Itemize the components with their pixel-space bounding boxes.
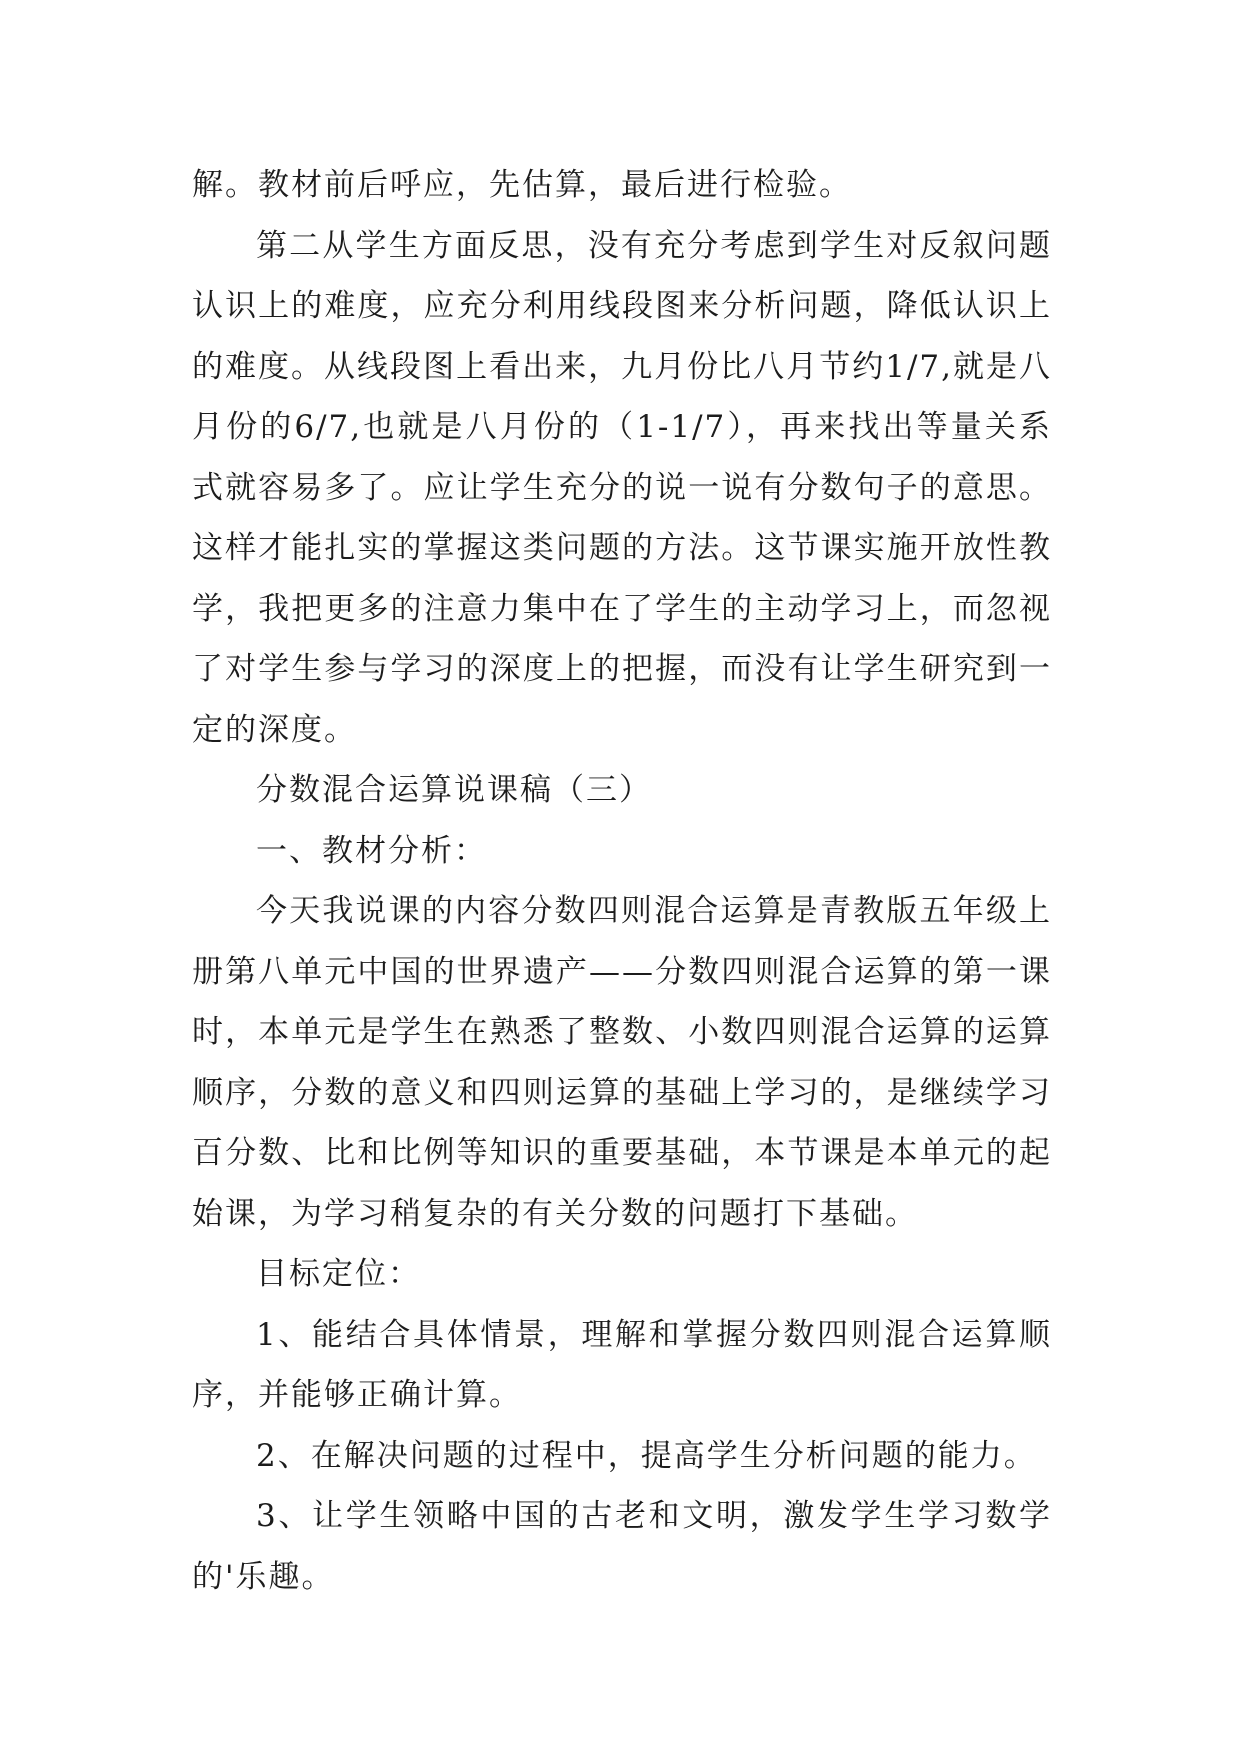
heading-textbook-analysis: 一、教材分析： — [256, 832, 487, 869]
document-body — [192, 155, 1052, 1607]
paragraph-reflection-students: 第二从学生方面反思，没有充分考虑到学生对反叙问题认识上的难度，应充分利用线段图来分析问题，降低认识上的难度。从线段图上看出来，九月份比八月节约1/7,就是八月份的6/7,也就是八月份的（1-1/7），再来找出等量关系式就容易多了。应让学生充分的说一说有分数句子的意思。这样才能扎实的掌握这类问题的方法。这节课实施开放性教学，我把更多的注意力集中在了学生的主动学习上，而忽视了对学生参与学习的深度上的把握，而没有让学生研究到一定的深度。 — [192, 227, 1052, 748]
paragraph-textbook-analysis: 今天我说课的内容分数四则混合运算是青教版五年级上册第八单元中国的世界遗产——分数四则混合运算的第一课时，本单元是学生在熟悉了整数、小数四则混合运算的运算顺序，分数的意义和四则运算的基础上学习的，是继续学习百分数、比和比例等知识的重要基础，本节课是本单元的起始课，为学习稍复杂的有关分数的问题打下基础。 — [192, 893, 1052, 1232]
goal-item-3: 3、让学生领略中国的古老和文明，激发学生学习数学的'乐趣。 — [192, 1498, 1052, 1595]
section-title: 分数混合运算说课稿（三） — [256, 772, 652, 808]
goal-item-1: 1、能结合具体情景，理解和掌握分数四则混合运算顺序，并能够正确计算。 — [192, 1316, 1052, 1413]
heading-goals: 目标定位： — [256, 1256, 421, 1292]
goal-item-2: 2、在解决问题的过程中，提高学生分析问题的能力。 — [256, 1437, 1037, 1474]
paragraph-continuation: 解。教材前后呼应，先估算，最后进行检验。 — [192, 167, 852, 203]
